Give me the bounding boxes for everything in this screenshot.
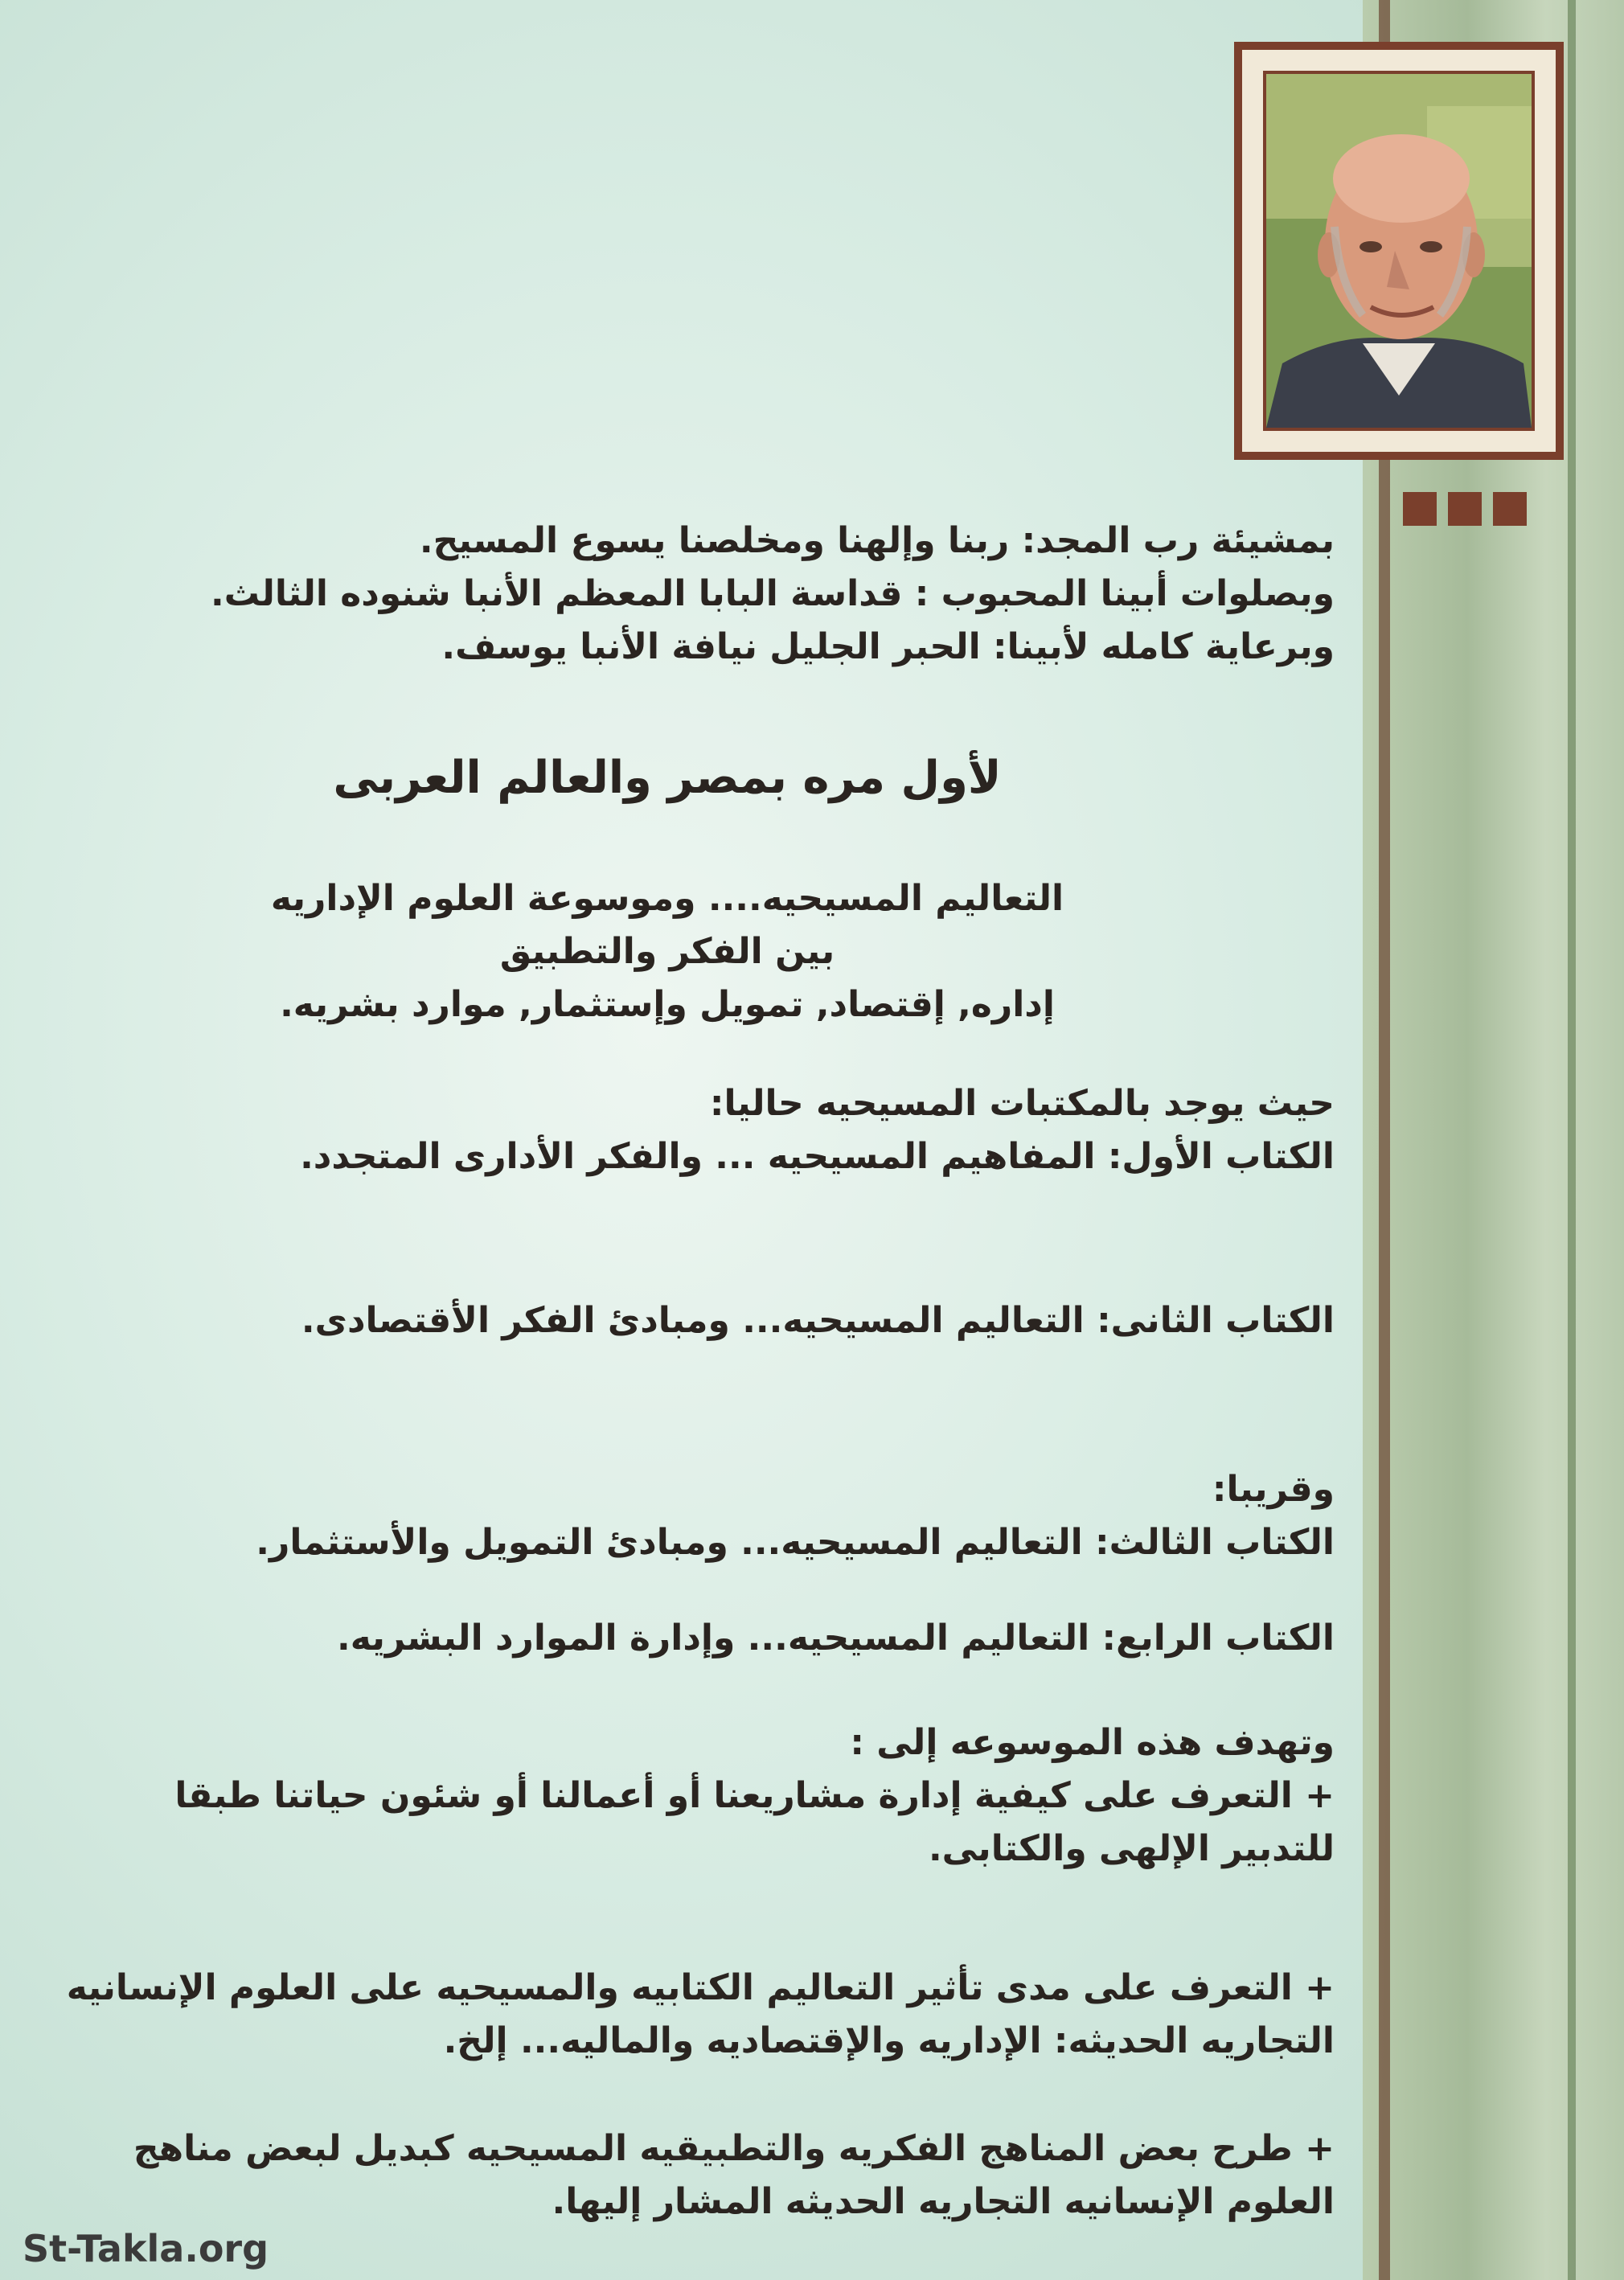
author-photo-frame [1234, 42, 1564, 460]
author-photo [1263, 71, 1535, 431]
book-4-block [56, 1612, 1335, 1665]
blessings-block [56, 515, 1335, 674]
book-4: الكتاب الرابع: التعاليم المسيحيه... وإدارة الموارد البشريه. [337, 1618, 1335, 1659]
blessing-line-3: وبرعاية كامله لأبينا: الحبر الجليل نيافة الأنبا يوسف. [441, 626, 1335, 667]
blessing-line-1: بمشيئة رب المجد: ربنا وإلهنا ومخلصنا يسوع المسيح. [419, 520, 1335, 561]
author-portrait-image [1266, 74, 1532, 428]
aim-3: + طرح بعض المناهج الفكريه والتطبيقيه المسيحيه كبديل لبعض مناهج العلوم الإنسانيه التجاريه الحديثه المشار إليها. [133, 2128, 1335, 2222]
blessing-line-2: وبصلوات أبينا المحبوب : قداسة البابا المعظم الأنبا شنوده الثالث. [211, 573, 1335, 614]
aims-block [56, 1716, 1335, 1876]
aim-1: + التعرف على كيفية إدارة مشاريعنا أو أعمالنا أو شئون حياتنا طبقا للتدبير الإلهى والكتابى. [174, 1775, 1335, 1869]
headline-block [56, 752, 1278, 805]
available-books-block [56, 1077, 1335, 1183]
encyclopedia-topics: إداره, إقتصاد, تمويل وإستثمار, موارد بشريه. [280, 984, 1055, 1025]
book-2-block [56, 1294, 1335, 1347]
encyclopedia-title: التعاليم المسيحيه.... وموسوعة العلوم الإداريه [270, 878, 1064, 919]
encyclopedia-block [56, 872, 1278, 1031]
available-heading: حيث يوجد بالمكتبات المسيحيه حاليا: [709, 1083, 1335, 1124]
aim-2-block [56, 1962, 1335, 2068]
square-3 [1493, 492, 1527, 526]
book-1: الكتاب الأول: المفاهيم المسيحيه ... والفكر الأدارى المتجدد. [300, 1136, 1335, 1177]
aims-heading: وتهدف هذه الموسوعه إلى : [850, 1722, 1335, 1763]
soon-heading: وقريبا: [1212, 1469, 1335, 1510]
site-watermark: St-Takla.org [23, 2227, 269, 2270]
side-green-line [1568, 0, 1576, 2280]
upcoming-books-block [56, 1463, 1335, 1569]
square-1 [1403, 492, 1437, 526]
decorative-squares [1403, 492, 1527, 526]
headline: لأول مره بمصر والعالم العربى [333, 752, 1002, 804]
aim-2: + التعرف على مدى تأثير التعاليم الكتابيه والمسيحيه على العلوم الإنسانيه التجاريه الحديثه: الإداريه والإقتصاديه والماليه... إلخ. [66, 1967, 1335, 2061]
square-2 [1448, 492, 1482, 526]
aim-3-block [56, 2122, 1335, 2229]
book-3: الكتاب الثالث: التعاليم المسيحيه... ومبادئ التمويل والأستثمار. [256, 1522, 1335, 1563]
encyclopedia-subtitle: بين الفكر والتطبيق [499, 931, 835, 972]
book-2: الكتاب الثانى: التعاليم المسيحيه... ومبادئ الفكر الأقتصادى. [301, 1300, 1335, 1341]
